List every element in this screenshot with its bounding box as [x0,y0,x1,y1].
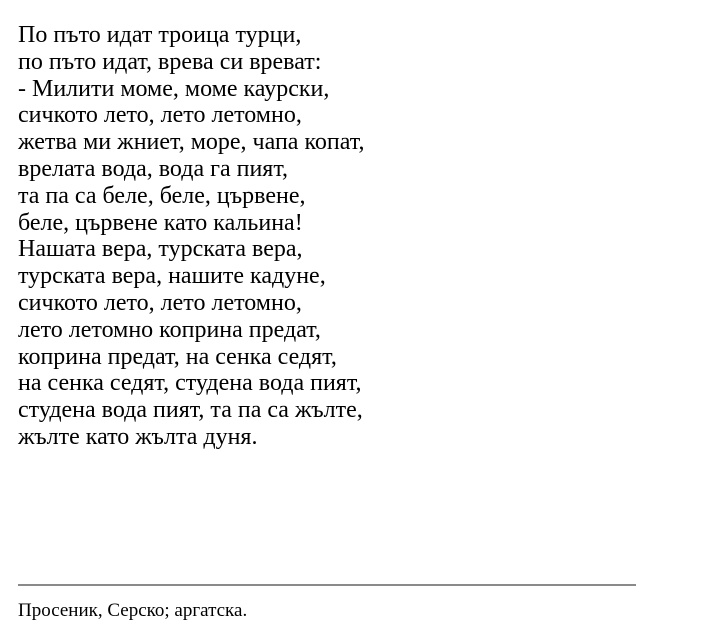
poem-line: жетва ми жниет, море, чапа копат, [18,129,365,156]
poem-text [18,22,364,451]
poem-line: турската вера, нашите кадуне, [18,263,326,290]
poem-line: на сенка седят, студена вода пият, [18,370,362,397]
poem-line: та па са беле, беле, цървене, [18,182,306,209]
poem-line: лето летомно коприна предат, [18,316,321,343]
poem-line: беле, цървене като кальина! [18,209,303,236]
poem-line: - Милити моме, моме каурски, [18,75,330,102]
poem-line: по пъто идат, врева си вреват: [18,48,322,75]
footer-divider [18,584,636,586]
poem-line: сичкото лето, лето летомно, [18,289,302,316]
poem-line: врелата вода, вода га пият, [18,155,289,182]
poem-line: жълте като жълта дуня. [18,423,258,450]
poem-line: По пъто идат троица турци, [18,22,302,48]
poem-line: сичкото лето, лето летомно, [18,102,302,129]
poem-line: студена вода пият, та па са жълте, [18,397,363,424]
source-note: Просеник, Серско; аргатска. [18,600,248,621]
poem-line: Нашата вера, турската вера, [18,236,303,263]
poem-line: коприна предат, на сенка седят, [18,343,337,370]
